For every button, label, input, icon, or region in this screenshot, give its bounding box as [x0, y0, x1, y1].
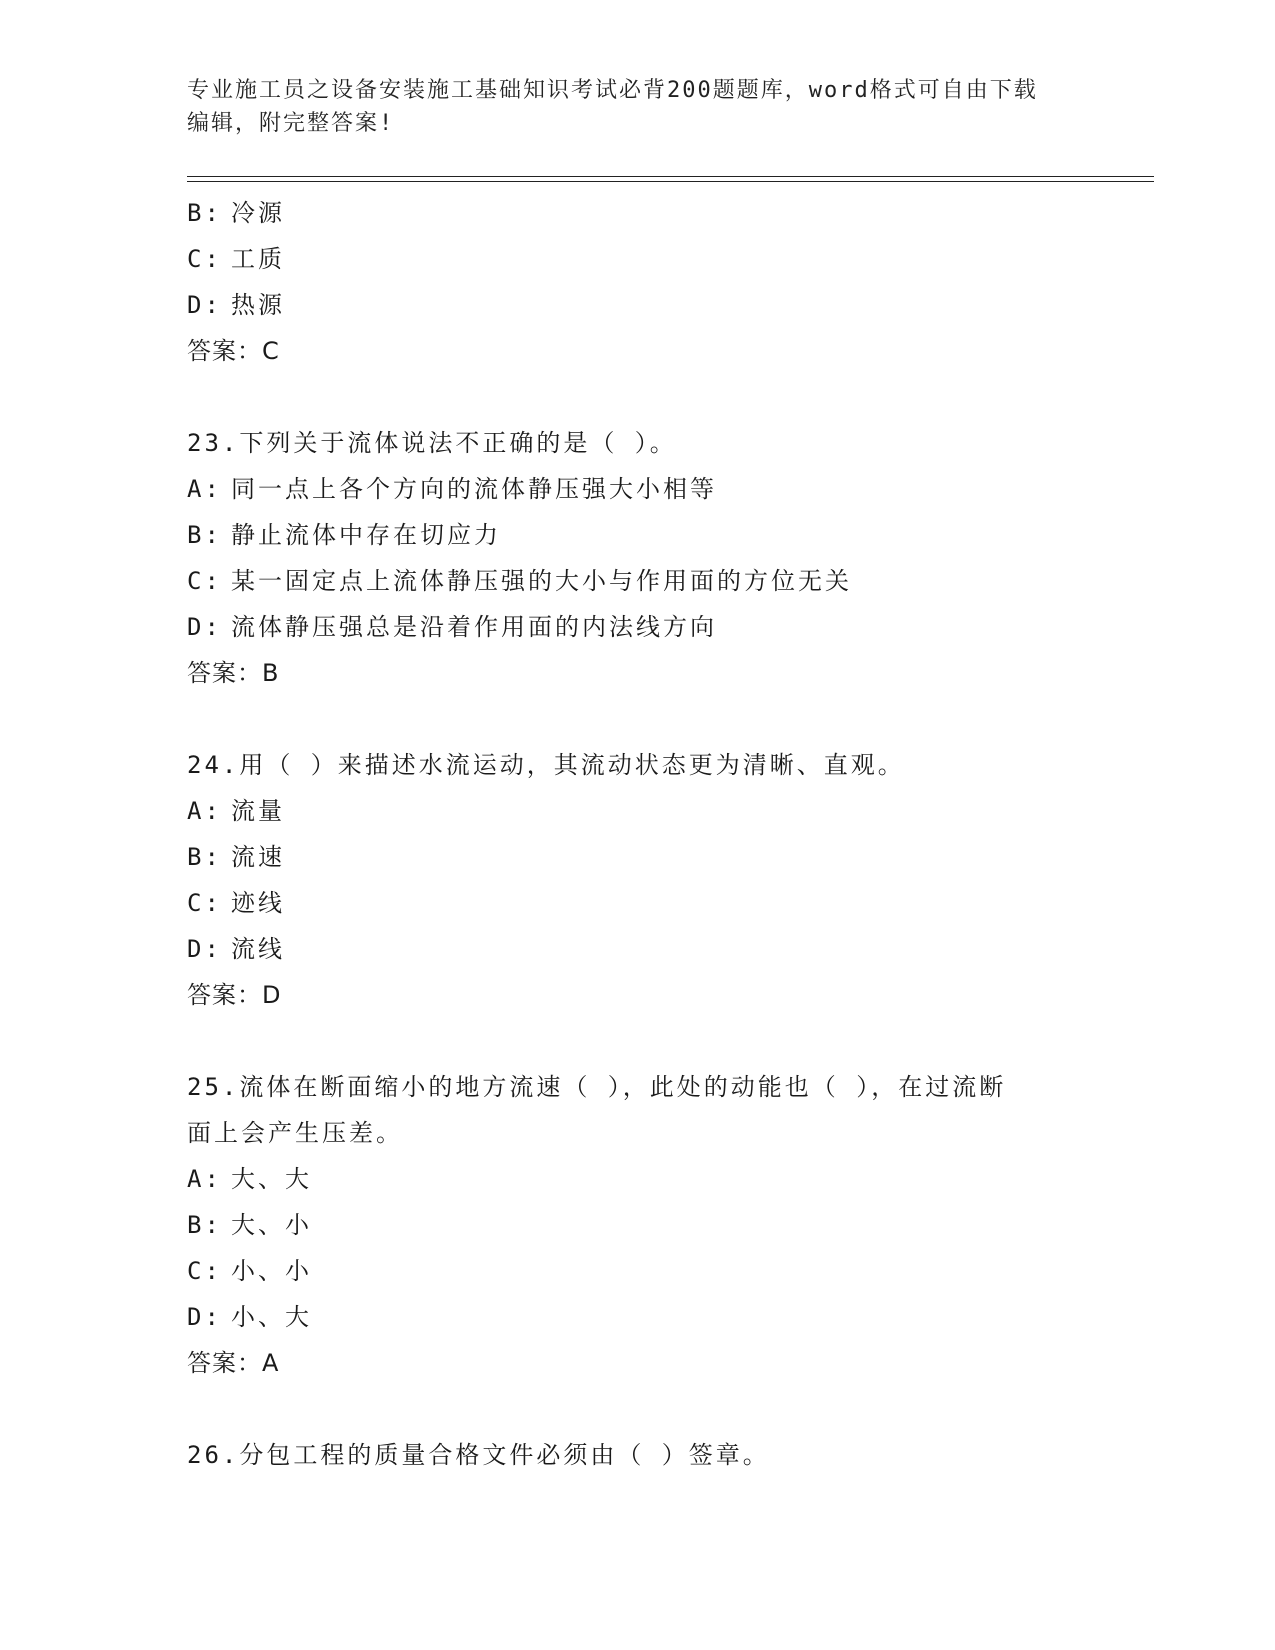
spacer: [187, 696, 1067, 742]
option-d: [187, 604, 1067, 650]
option-text: 冷源: [231, 199, 285, 227]
option-key: A:: [187, 1165, 222, 1193]
option-a: [187, 1156, 1067, 1202]
option-key: B:: [187, 843, 222, 871]
question-25: [187, 1064, 1067, 1386]
question-22-tail: [187, 190, 1067, 374]
option-d: [187, 282, 1067, 328]
option-d: [187, 926, 1067, 972]
option-key: C:: [187, 1257, 222, 1285]
option-a: [187, 466, 1067, 512]
question-24: [187, 742, 1067, 1018]
spacer: [187, 1018, 1067, 1064]
question-stem-line-2: 面上会产生压差。: [187, 1119, 403, 1147]
option-text: 大、大: [231, 1165, 312, 1193]
answer-line: 答案：B: [187, 659, 280, 687]
document-header: [187, 74, 1067, 140]
spacer: [187, 374, 1067, 420]
question-stem: 24.用（ ）来描述水流运动，其流动状态更为清晰、直观。: [187, 751, 905, 779]
option-text: 静止流体中存在切应力: [231, 521, 501, 549]
question-23: [187, 420, 1067, 696]
option-text: 迹线: [231, 889, 285, 917]
option-text: 工质: [231, 245, 285, 273]
question-26: [187, 1432, 1067, 1478]
option-text: 某一固定点上流体静压强的大小与作用面的方位无关: [231, 567, 852, 595]
option-text: 同一点上各个方向的流体静压强大小相等: [231, 475, 717, 503]
option-key: B:: [187, 521, 222, 549]
option-b: [187, 512, 1067, 558]
option-text: 小、大: [231, 1303, 312, 1331]
option-c: [187, 880, 1067, 926]
option-c: [187, 558, 1067, 604]
option-key: B:: [187, 1211, 222, 1239]
option-text: 流线: [231, 935, 285, 963]
option-text: 流速: [231, 843, 285, 871]
question-list: [187, 190, 1067, 1478]
option-text: 热源: [231, 291, 285, 319]
option-text: 流量: [231, 797, 285, 825]
option-b: [187, 190, 1067, 236]
option-d: [187, 1294, 1067, 1340]
option-a: [187, 788, 1067, 834]
option-key: D:: [187, 291, 222, 319]
option-b: [187, 834, 1067, 880]
option-key: C:: [187, 245, 222, 273]
header-title-line-2: 编辑，附完整答案!: [187, 111, 395, 136]
option-c: [187, 1248, 1067, 1294]
option-key: C:: [187, 567, 222, 595]
option-b: [187, 1202, 1067, 1248]
option-text: 大、小: [231, 1211, 312, 1239]
question-stem-line-1: 25.流体在断面缩小的地方流速（ ），此处的动能也（ ），在过流断: [187, 1073, 1007, 1101]
option-key: C:: [187, 889, 222, 917]
option-key: A:: [187, 475, 222, 503]
option-text: 小、小: [231, 1257, 312, 1285]
option-key: D:: [187, 935, 222, 963]
question-stem: 26.分包工程的质量合格文件必须由（ ）签章。: [187, 1441, 770, 1469]
question-stem: 23.下列关于流体说法不正确的是（ ）。: [187, 429, 677, 457]
spacer: [187, 1386, 1067, 1432]
answer-line: 答案：A: [187, 1349, 280, 1377]
option-key: A:: [187, 797, 222, 825]
option-c: [187, 236, 1067, 282]
option-key: D:: [187, 1303, 222, 1331]
answer-line: 答案：C: [187, 337, 280, 365]
header-divider: [187, 176, 1154, 182]
option-text: 流体静压强总是沿着作用面的内法线方向: [231, 613, 717, 641]
answer-line: 答案：D: [187, 981, 282, 1009]
header-title-line-1: 专业施工员之设备安装施工基础知识考试必背200题题库，word格式可自由下载: [187, 78, 1038, 103]
option-key: B:: [187, 199, 222, 227]
option-key: D:: [187, 613, 222, 641]
